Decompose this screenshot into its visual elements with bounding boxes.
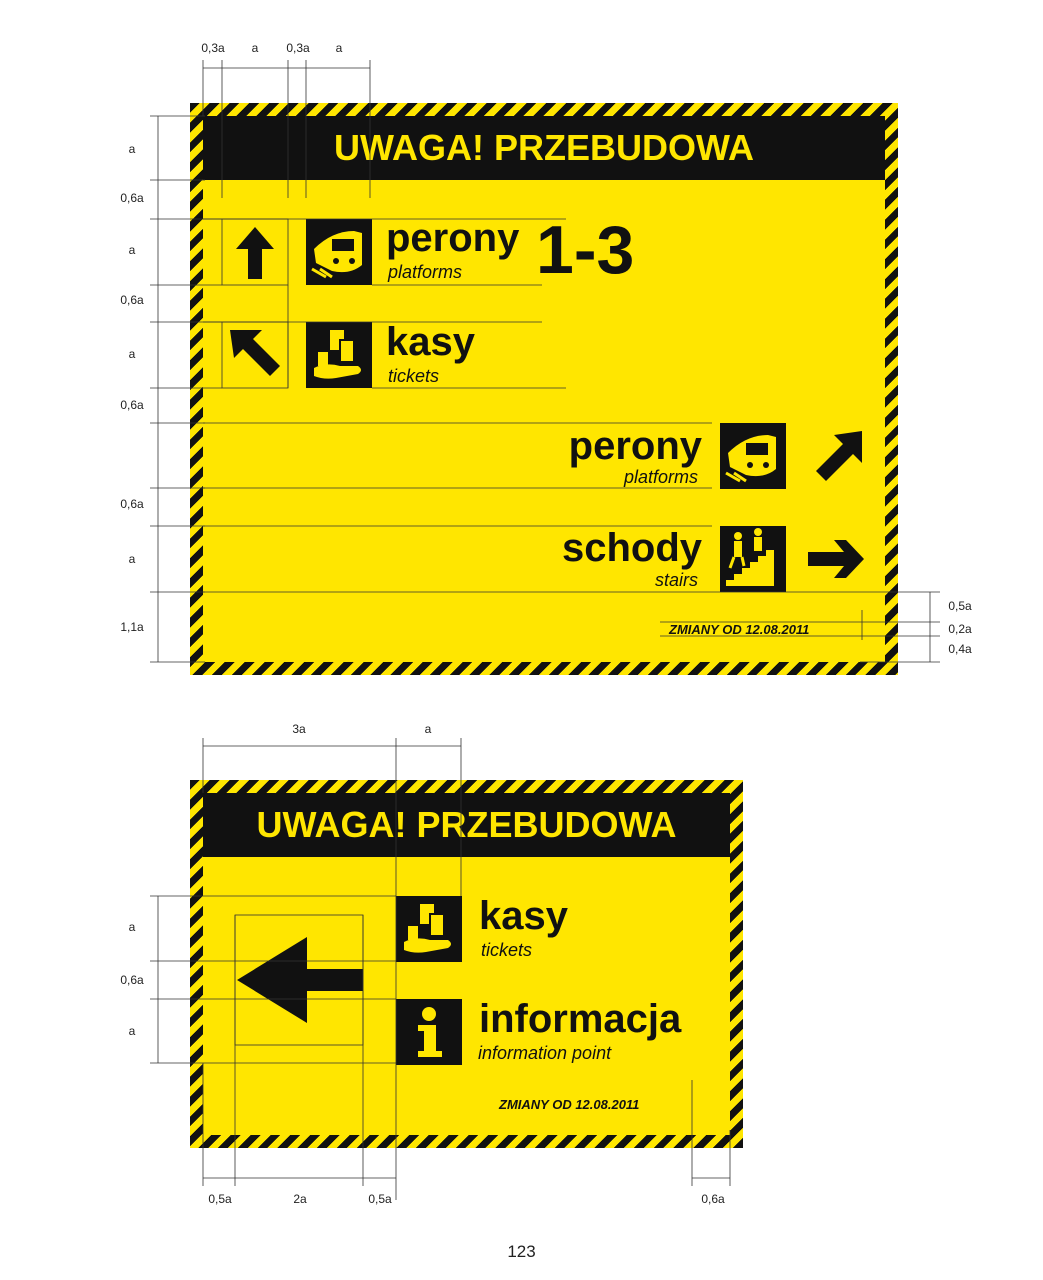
dim-label: 0,6a bbox=[120, 398, 144, 412]
dim-label: 0,4a bbox=[948, 642, 972, 656]
row-sub: tickets bbox=[481, 940, 533, 960]
page-number: 123 bbox=[507, 1242, 536, 1261]
ticket-hand-icon bbox=[306, 322, 372, 388]
dim-label: a bbox=[251, 41, 259, 55]
dim-label: a bbox=[335, 41, 343, 55]
dim-label: a bbox=[128, 552, 136, 566]
row-sub: platforms bbox=[623, 467, 698, 487]
row-sub: stairs bbox=[654, 570, 698, 590]
dim-label: 0,6a bbox=[701, 1192, 725, 1206]
row-word: kasy bbox=[479, 894, 568, 938]
dim-label: 0,3a bbox=[286, 41, 310, 55]
dim-label: 0,6a bbox=[120, 293, 144, 307]
row-sub: platforms bbox=[388, 262, 463, 282]
dim-label: 0,6a bbox=[120, 497, 144, 511]
dim-label: 1,1a bbox=[120, 620, 144, 634]
dim-label: 0,3a bbox=[201, 41, 225, 55]
dim-label: 0,6a bbox=[120, 191, 144, 205]
dim-label: a bbox=[128, 1024, 136, 1038]
row-word: kasy bbox=[386, 320, 475, 364]
sign-1-header: UWAGA! PRZEBUDOWA bbox=[203, 116, 885, 180]
arrow-left-icon bbox=[235, 915, 365, 1045]
dim-label: a bbox=[128, 142, 136, 156]
info-icon bbox=[396, 999, 462, 1065]
dim-label: 3a bbox=[292, 722, 306, 736]
platform-range: 1-3 bbox=[536, 212, 635, 288]
train-icon bbox=[306, 219, 372, 285]
stairs-people-icon bbox=[720, 526, 786, 592]
dim-label: a bbox=[128, 920, 136, 934]
row-sub: information point bbox=[478, 1043, 612, 1063]
arrow-up-left-icon bbox=[222, 322, 288, 388]
dim-label: a bbox=[128, 243, 136, 257]
ticket-hand-icon bbox=[396, 896, 462, 962]
arrow-right-icon bbox=[804, 526, 870, 592]
row-word: informacja bbox=[479, 997, 682, 1041]
sign-1 bbox=[190, 103, 898, 675]
sign-2-footer: ZMIANY OD 12.08.2011 bbox=[499, 1097, 640, 1112]
sign-1-footer: ZMIANY OD 12.08.2011 bbox=[669, 622, 810, 637]
row-word: perony bbox=[386, 216, 520, 260]
dim-label: 0,5a bbox=[208, 1192, 232, 1206]
dim-label: a bbox=[128, 347, 136, 361]
row-word: perony bbox=[568, 424, 702, 468]
dim-label: 0,5a bbox=[368, 1192, 392, 1206]
train-icon bbox=[720, 423, 786, 489]
dim-label: 0,2a bbox=[948, 622, 972, 636]
sign-2-header: UWAGA! PRZEBUDOWA bbox=[203, 793, 730, 857]
row-word: schody bbox=[561, 526, 702, 570]
dim-label: a bbox=[424, 722, 432, 736]
dim-label: 0,5a bbox=[948, 599, 972, 613]
arrow-up-right-icon bbox=[804, 423, 870, 489]
arrow-up-icon bbox=[222, 219, 288, 285]
row-sub: tickets bbox=[388, 366, 440, 386]
dim-label: 0,6a bbox=[120, 973, 144, 987]
dim-label: 2a bbox=[293, 1192, 307, 1206]
